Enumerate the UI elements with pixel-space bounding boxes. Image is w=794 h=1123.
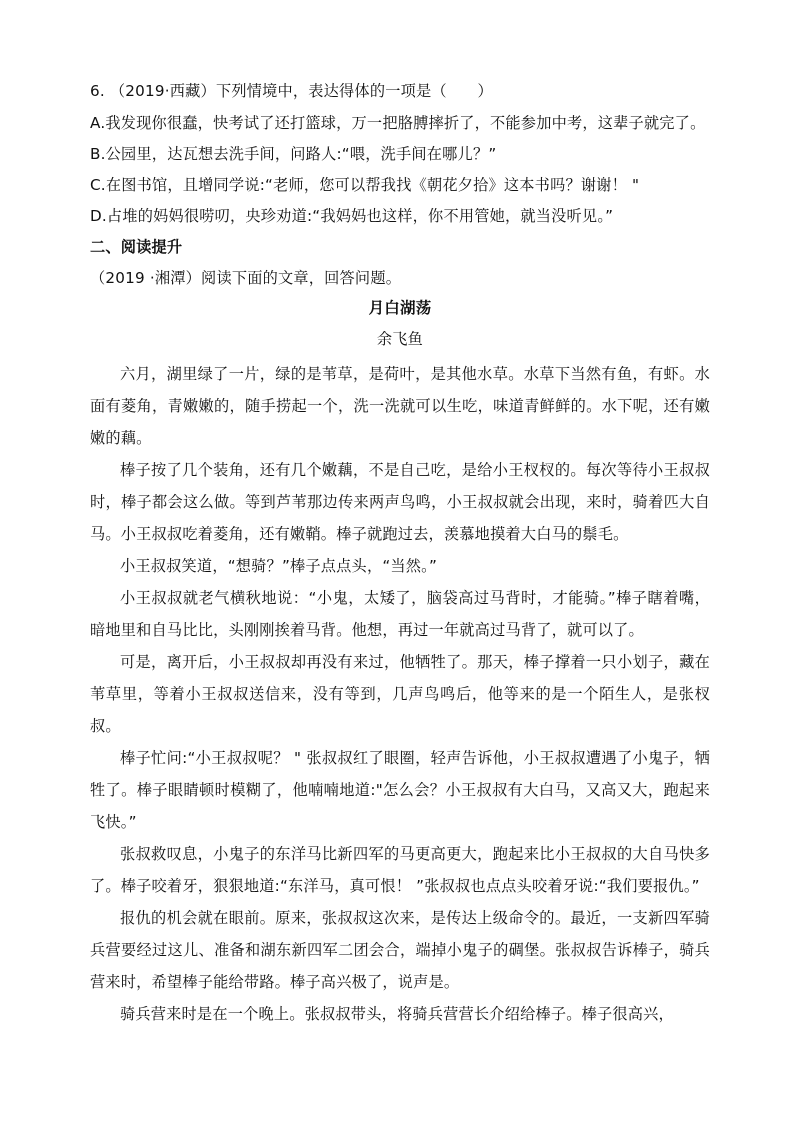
paragraph: 可是，离开后，小王叔叔却再没有来过，他牺牲了。那天，棒子撑着一只小划子，藏在苇草里，等着小王叔叔送信来，没有等到，几声鸟鸣后，他等来的是一个陌生人，是张杈叔。 bbox=[90, 653, 710, 735]
paragraph: 六月，湖里绿了一片，绿的是苇草，是荷叶，是其他水草。水草下当然有鱼，有虾。水面有菱角，青嫩嫩的，随手捞起一个，洗一洗就可以生吃，味道青鲜鲜的。水下呢，还有嫩嫩的藕。 bbox=[90, 365, 710, 447]
paragraph: 棒子按了几个装角，还有几个嫩藕，不是自己吃，是给小王杈杈的。每次等待小王叔叔时，棒子都会这么做。等到芦苇那边传来两声鸟鸣，小王叔叔就会出现，来时，骑着匹大自马。小王叔叔吃着菱角，还有嫩鞘。棒子就跑过去，羡慕地摸着大白马的鬃毛。 bbox=[90, 461, 710, 543]
paragraph: 小王叔叔就老气横秋地说：“小鬼，太矮了，脑袋高过马背时，才能骑。”棒子瞎着嘴，暗地里和自马比比，头刚刚挨着马背。他想，再过一年就高过马背了，就可以了。 bbox=[90, 589, 710, 639]
question-6 bbox=[90, 76, 710, 294]
option-b: B.公园里，达瓦想去洗手间，问路人:“喂，洗手间在哪儿？” bbox=[90, 145, 497, 163]
article-body bbox=[90, 358, 710, 1030]
option-a: A.我发现你很蠢，快考试了还打篮球，万一把胳膊摔折了，不能参加中考，这辈子就完了。 bbox=[90, 114, 706, 132]
paragraph: 骑兵营来时是在一个晚上。张叔叔带头，将骑兵营营长介绍给棒子。棒子很高兴， bbox=[120, 1005, 674, 1023]
paragraph: 小王叔叔笑道，“想骑？”棒子点点头，“当然。” bbox=[120, 557, 438, 575]
paragraph: 张叔救叹息，小鬼子的东洋马比新四军的马更高更大，跑起来比小王叔叔的大自马快多了。棒子咬着牙，狠狠地道:“东洋马，真可恨！ ”张叔叔也点点头咬着牙说:“我们要报仇。” bbox=[90, 845, 710, 895]
option-c: C.在图书馆，且增同学说:“老师，您可以帮我找《朝花夕拾》这本书吗？谢谢！ " bbox=[90, 176, 640, 194]
paragraph: 报仇的机会就在眼前。原来，张叔叔这次来，是传达上级命令的。最近，一支新四军骑兵营要经过这儿、准备和湖东新四军二团会合，端掉小鬼子的碉堡。张叔叔告诉棒子，骑兵营来时，希望棒子能给带路。棒子高兴极了，说声是。 bbox=[90, 909, 710, 991]
section-intro: （2019 ·湘潭）阅读下面的文章，回答问题。 bbox=[90, 269, 402, 287]
section-heading: 二、阅读提升 bbox=[90, 238, 183, 256]
paragraph: 棒子忙问:“小王叔叔呢？ " 张叔叔红了眼圈，轻声告诉他，小王叔叔遭遇了小鬼子，牺牲了。棒子眼睛顿时模糊了，他喃喃地道:"怎么会？小王叔叔有大白马，又高又大，跑起来飞快。” bbox=[90, 749, 710, 831]
article-title: 月白湖荡 bbox=[368, 299, 432, 317]
article-author: 余飞鱼 bbox=[376, 330, 424, 348]
option-d: D.占堆的妈妈很唠叨，央珍劝道:“我妈妈也这样，你不用管她，就当没听见。” bbox=[90, 207, 614, 225]
question-stem: 6. （2019·西藏）下列情境中，表达得体的一项是（ ） bbox=[90, 82, 493, 100]
